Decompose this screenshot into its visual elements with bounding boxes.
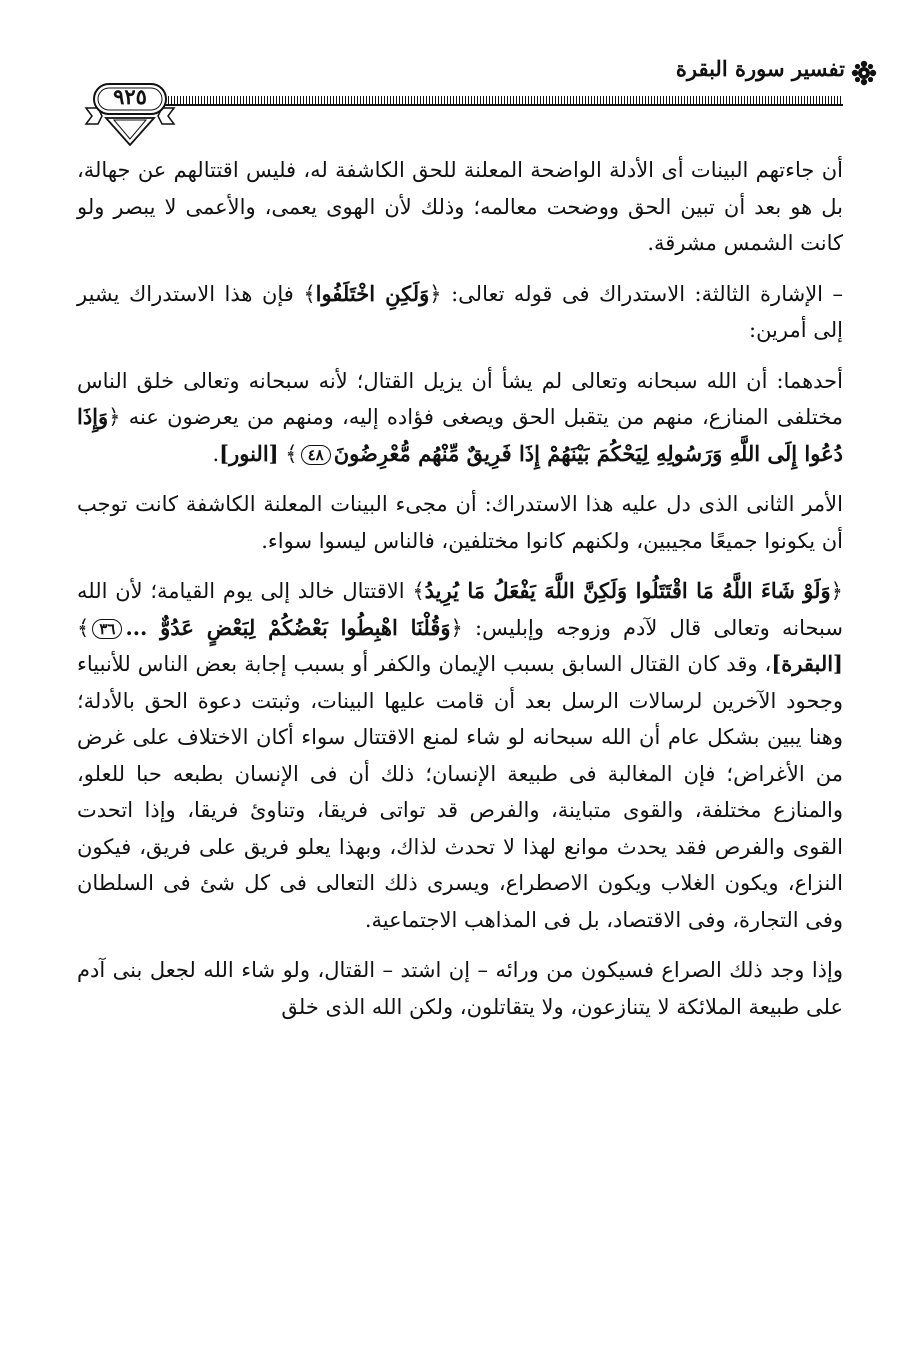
quran-verse: وَلَوْ شَاءَ اللَّهُ مَا اقْتَتَلُوا وَلَكِنَّ اللَّهَ يَفْعَلُ مَا يُرِيدُ [424, 578, 831, 603]
paragraph-3-end: . [212, 441, 220, 466]
paragraph-5 [77, 573, 843, 938]
ayah-number: ٣٦ [92, 619, 122, 639]
running-title: تفسير سورة البقرة [675, 56, 845, 81]
paragraph-2-text-a: – الإشارة الثالثة: الاستدراك فى قوله تعالى: [451, 281, 843, 306]
paragraph-5-text-b: ، وقد كان القتال السابق بسبب الإيمان والكفر أو بسبب إجابة بعض الناس للأنبياء وجحود الآخرين لرسالات الرسل بعد أن قامت عليها البينات، وثبتت دعوة الحق بالأدلة؛ وهنا يبين بشكل عام أن الله سبحانه لو شاء لمنع الاقتتال سواء أكان الاختلاف على غرض من الأغراض؛ فإن المغالبة فى طبيعة الإنسان؛ ذلك أن فى الإنسان بطبعه حبا للعلو، والمنازع مختلفة، والقوى متباينة، والفرص قد تواتى فريقا، وتناوئ فريقا، وإذا اتحدت القوى والفرص فقد يحدث موانع لهذا لا تحدث لذاك، وبهذا يعلو فريق على فريق، فيكون النزاع، ويكون الغلاب ويكون الاصطراع، ويسرى ذلك التعالى فى كل شئ فى السلطان وفى التجارة، وفى الاقتصاد، بل فى المذاهب الاجتماعية. [77, 652, 843, 932]
surah-reference: [البقرة] [771, 651, 843, 676]
paragraph-2 [77, 276, 843, 349]
paragraph-3-text-a: أحدهما: أن الله سبحانه وتعالى لم يشأ أن يزيل القتال؛ لأنه سبحانه وتعالى خلق الناس مختلفى المنازع، منهم من يتقبل الحق ويصغى فؤاده إليه، ومنهم من يعرضون عنه [77, 368, 843, 429]
paragraph-2-text-b: فإن هذا الاستدراك يشير إلى أمرين: [77, 281, 843, 342]
quran-verse: وَقُلْنَا اهْبِطُوا بَعْضُكُمْ لِبَعْضٍ عَدُوٌّ ... [125, 614, 451, 640]
close-brace: ﴾ [303, 281, 316, 306]
paragraph-6 [77, 952, 843, 1025]
paragraph-3 [77, 363, 843, 473]
close-brace: ﴾ [412, 579, 425, 603]
quran-verse: وَإِذَا دُعُوا إِلَى اللَّهِ وَرَسُولِهِ لِيَحْكُمَ بَيْنَهُمْ إِذَا فَرِيقٌ مِّنْهُم مُّعْرِضُونَ [77, 404, 843, 466]
page-number: ٩٢٥ [113, 84, 147, 109]
open-brace: ﴿ [108, 405, 121, 429]
ayah-number: ٤٨ [301, 445, 331, 465]
quran-verse: وَلَكِنِ اخْتَلَفُوا [315, 280, 430, 306]
body-text [77, 152, 843, 1039]
open-brace: ﴿ [830, 579, 843, 603]
header-rule [162, 96, 843, 104]
open-brace: ﴿ [429, 281, 442, 306]
open-brace: ﴿ [450, 615, 463, 640]
paragraph-1 [77, 152, 843, 262]
surah-reference: [النور] [219, 440, 279, 466]
paragraph-6-text: وإذا وجد ذلك الصراع فسيكون من ورائه – إن اشتد – القتال، ولو شاء الله لجعل بنى آدم على طبيعة الملائكة لا يتنازعون، ولا يتقاتلون، ولكن الله الذى خلق [77, 958, 843, 1019]
flower-ornament-icon [851, 60, 877, 86]
close-brace: ﴾ [77, 615, 90, 640]
close-brace: ﴾ [285, 441, 298, 466]
header-rule-base [162, 104, 843, 106]
paragraph-1-text: أن جاءتهم البينات أى الأدلة الواضحة المعلنة للحق الكاشفة له، فليس اقتتالهم عن جهالة، بل هو بعد أن تبين الحق ووضحت معالمه؛ وذلك لأن الهوى يعمى، والأعمى لا يبصر ولو كانت الشمس مشرقة. [77, 158, 843, 255]
paragraph-4-text: الأمر الثانى الذى دل عليه هذا الاستدراك: أن مجىء البينات المعلنة الكاشفة كانت توجب أن يكونوا جميعًا مجيبين، ولكنهم كانوا مختلفين، فالناس ليسوا سواء. [77, 492, 843, 553]
paragraph-4 [77, 486, 843, 559]
paragraph-5-text-a: الاقتتال خالد إلى يوم القيامة؛ لأن الله سبحانه وتعالى قال لآدم وزوجه وإبليس: [77, 579, 843, 640]
